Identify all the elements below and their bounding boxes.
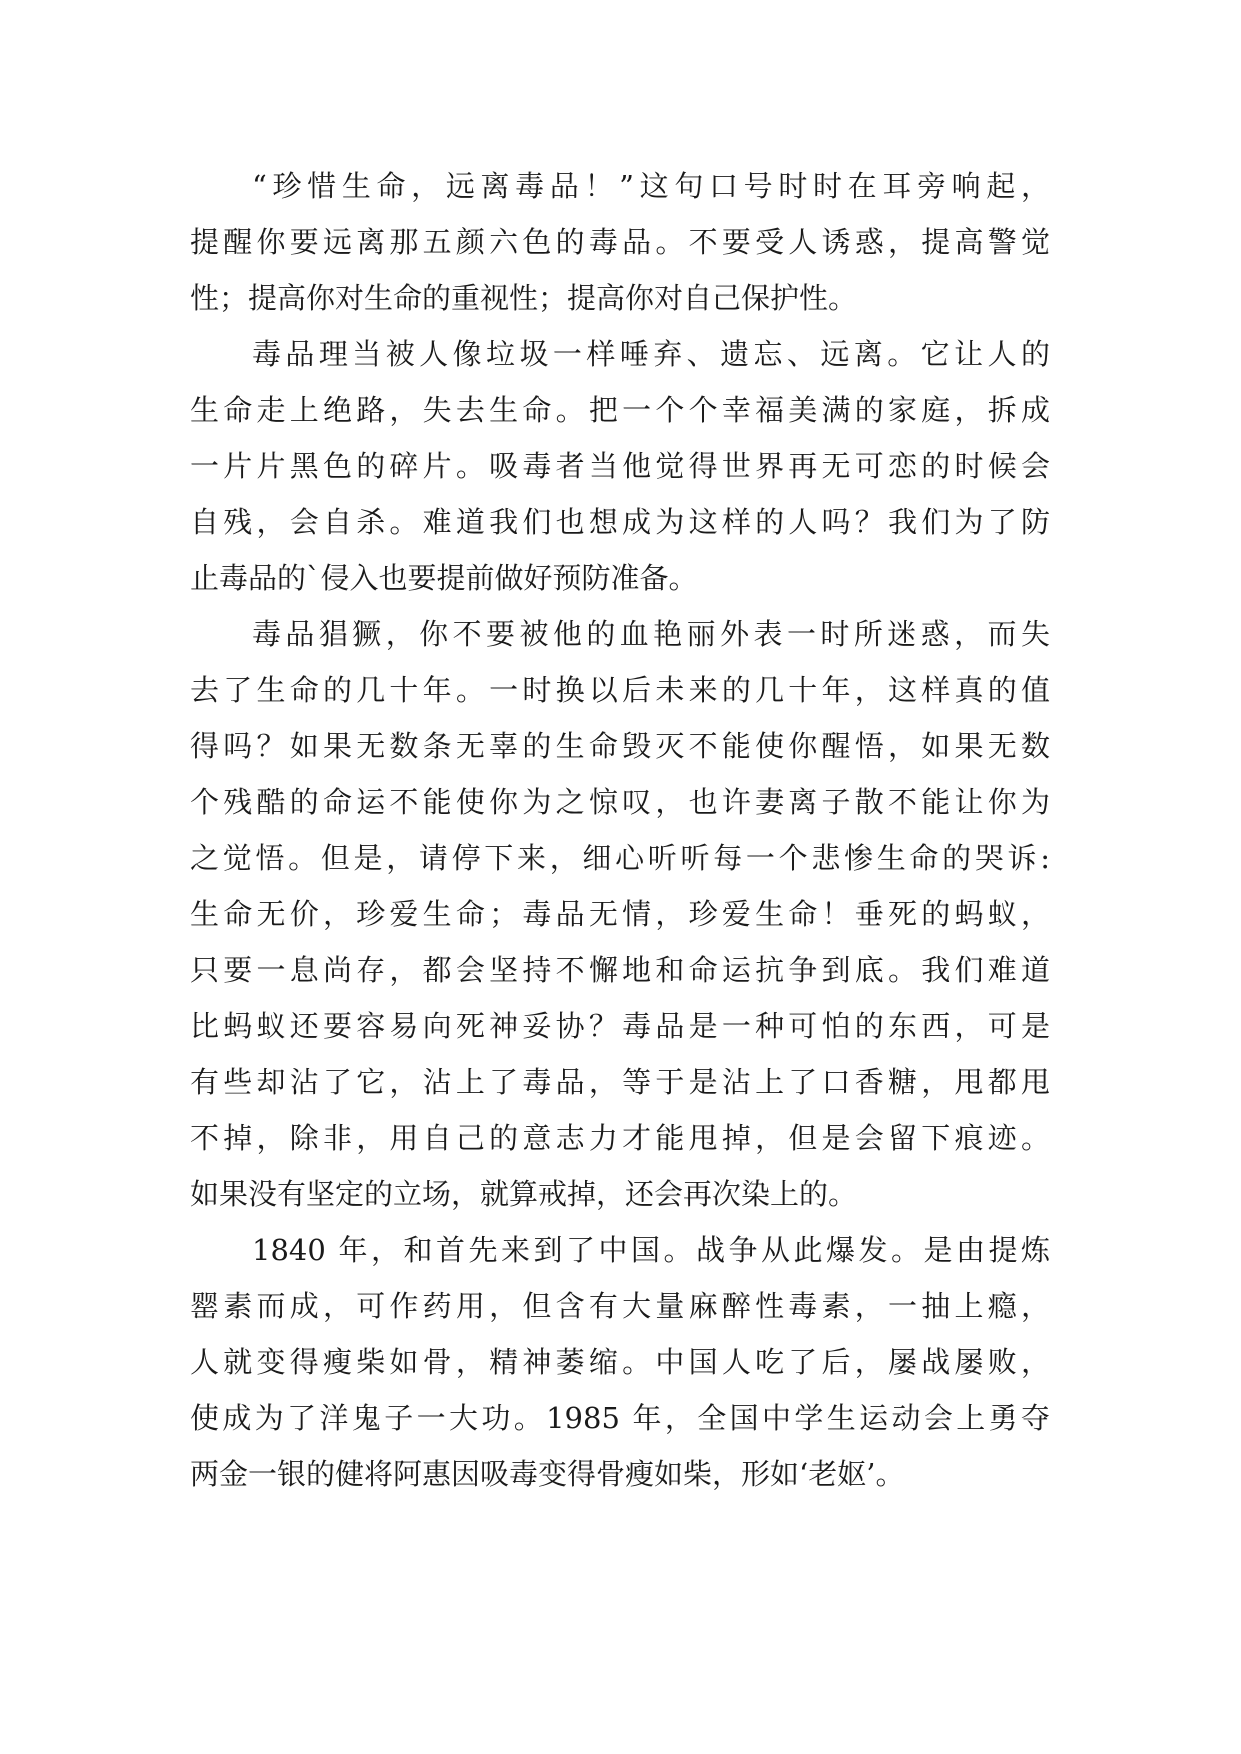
paragraph-1-line-3: 性；提高你对生命的重视性；提高你对自己保护性。	[190, 281, 858, 315]
paragraph-3-line-9: 有些却沾了它，沾上了毒品，等于是沾上了口香糖，甩都甩	[190, 1065, 1050, 1099]
body-text	[190, 158, 1050, 1502]
paragraph-2-line-3: 一片片黑色的碎片。吸毒者当他觉得世界再无可恋的时候会	[190, 449, 1050, 483]
paragraph-2-line-4: 自残，会自杀。难道我们也想成为这样的人吗？我们为了防	[190, 505, 1050, 539]
paragraph-4-line-1: 1840 年，和首先来到了中国。战争从此爆发。是由提炼	[252, 1233, 1050, 1267]
paragraph-3-line-4: 个残酷的命运不能使你为之惊叹，也许妻离子散不能让你为	[190, 785, 1050, 819]
paragraph-3-line-7: 只要一息尚存，都会坚持不懈地和命运抗争到底。我们难道	[190, 953, 1050, 987]
paragraph-4-line-2: 罂素而成，可作药用，但含有大量麻醉性毒素，一抽上瘾，	[190, 1289, 1050, 1323]
paragraph-3-line-8: 比蚂蚁还要容易向死神妥协？毒品是一种可怕的东西，可是	[190, 1009, 1050, 1043]
paragraph-4-line-4: 使成为了洋鬼子一大功。1985 年，全国中学生运动会上勇夺	[190, 1401, 1050, 1435]
paragraph-3-line-1: 毒品猖獗，你不要被他的血艳丽外表一时所迷惑，而失	[252, 617, 1050, 651]
paragraph-1-line-1: “珍惜生命，远离毒品！”这句口号时时在耳旁响起，	[252, 169, 1050, 203]
paragraph-3-line-3: 得吗？如果无数条无辜的生命毁灭不能使你醒悟，如果无数	[190, 729, 1050, 763]
paragraph-2-line-2: 生命走上绝路，失去生命。把一个个幸福美满的家庭，拆成	[190, 393, 1050, 427]
paragraph-1-line-2: 提醒你要远离那五颜六色的毒品。不要受人诱惑，提高警觉	[190, 225, 1050, 259]
paragraph-3-line-5: 之觉悟。但是，请停下来，细心听听每一个悲惨生命的哭诉:	[190, 841, 1050, 875]
paragraph-2-line-5: 止毒品的`侵入也要提前做好预防准备。	[190, 561, 698, 595]
paragraph-4-line-5: 两金一银的健将阿惠因吸毒变得骨瘦如柴，形如‘老妪’。	[190, 1457, 905, 1491]
paragraph-3-line-2: 去了生命的几十年。一时换以后未来的几十年，这样真的值	[190, 673, 1050, 707]
paragraph-2-line-1: 毒品理当被人像垃圾一样唾弃、遗忘、远离。它让人的	[252, 337, 1050, 371]
paragraph-3-line-11: 如果没有坚定的立场，就算戒掉，还会再次染上的。	[190, 1177, 858, 1211]
paragraph-4-line-3: 人就变得瘦柴如骨，精神萎缩。中国人吃了后，屡战屡败，	[190, 1345, 1050, 1379]
paragraph-3-line-10: 不掉，除非，用自己的意志力才能甩掉，但是会留下痕迹。	[190, 1121, 1050, 1155]
paragraph-3-line-6: 生命无价，珍爱生命；毒品无情，珍爱生命！垂死的蚂蚁，	[190, 897, 1050, 931]
